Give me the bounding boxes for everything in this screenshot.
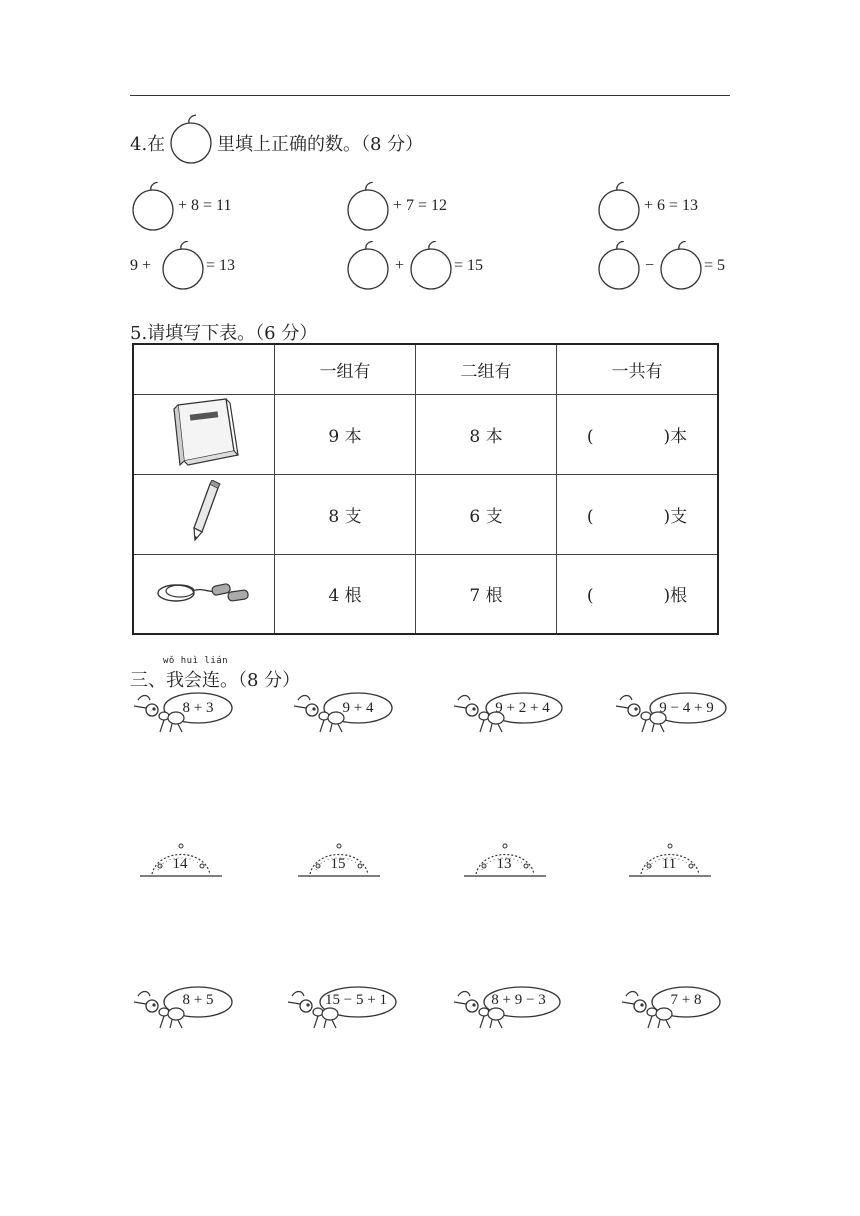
equation-text: = 15 [454, 257, 484, 274]
cell-total[interactable]: ( )本 [557, 394, 719, 474]
q4-heading-prefix: 4.在 [130, 134, 166, 155]
q3-heading: 三、我会连。（8 分） [130, 670, 301, 691]
table-header-total: 一共有 [557, 344, 719, 394]
cell-group2: 7 根 [416, 554, 557, 634]
table-header-group2: 二组有 [416, 344, 557, 394]
book-icon [133, 394, 275, 474]
equation-text: + 8 = 11 [178, 197, 232, 214]
equation-text: = 5 [704, 257, 726, 274]
equation-text: + 6 = 13 [644, 197, 699, 214]
cell-group1: 9 本 [275, 394, 416, 474]
ant-expression: 7 + 8 [670, 992, 702, 1008]
pencil-icon [133, 474, 275, 554]
pinyin-annotation: wǒ huì lián [163, 656, 229, 666]
hill-number: 11 [661, 856, 677, 872]
equation-text: = 13 [206, 257, 236, 274]
equation-operator: − [645, 257, 655, 274]
ant-expression: 8 + 3 [182, 700, 214, 716]
table-header-group1: 一组有 [275, 344, 416, 394]
apple-blank-icon[interactable] [345, 182, 391, 232]
q5-table [132, 343, 719, 635]
ant-expression: 9 + 2 + 4 [495, 700, 550, 716]
cell-total[interactable]: ( )根 [557, 554, 719, 634]
ant-expression: 8 + 5 [182, 992, 214, 1008]
cell-group2: 8 本 [416, 394, 557, 474]
apple-blank-icon[interactable] [658, 241, 704, 291]
equation-operator: + [395, 257, 405, 274]
hill-number: 15 [330, 856, 346, 872]
ant-expression: 15 − 5 + 1 [325, 992, 387, 1008]
apple-blank-icon[interactable] [408, 241, 454, 291]
cell-group1: 4 根 [275, 554, 416, 634]
equation-text: + 7 = 12 [393, 197, 448, 214]
q4-heading-suffix: 里填上正确的数。（8 分） [217, 134, 424, 155]
table-row [133, 554, 718, 634]
cell-group2: 6 支 [416, 474, 557, 554]
cell-group1: 8 支 [275, 474, 416, 554]
apple-blank-icon[interactable] [596, 241, 642, 291]
ant-expression: 9 − 4 + 9 [659, 700, 714, 716]
hill-number: 14 [172, 856, 188, 872]
table-row [133, 394, 718, 474]
apple-blank-icon[interactable] [130, 182, 176, 232]
table-header-empty [133, 344, 275, 394]
apple-icon [168, 113, 214, 165]
q5-heading: 5.请填写下表。（6 分） [130, 323, 318, 344]
apple-blank-icon[interactable] [345, 241, 391, 291]
cell-total[interactable]: ( )支 [557, 474, 719, 554]
table-row [133, 474, 718, 554]
apple-blank-icon[interactable] [596, 182, 642, 232]
equation-text: 9 + [130, 257, 152, 274]
hill-number: 13 [496, 856, 512, 872]
jump-rope-icon [133, 554, 275, 634]
ant-expression: 9 + 4 [342, 700, 374, 716]
ant-expression: 8 + 9 − 3 [491, 992, 546, 1008]
top-rule [130, 95, 730, 96]
apple-blank-icon[interactable] [160, 241, 206, 291]
